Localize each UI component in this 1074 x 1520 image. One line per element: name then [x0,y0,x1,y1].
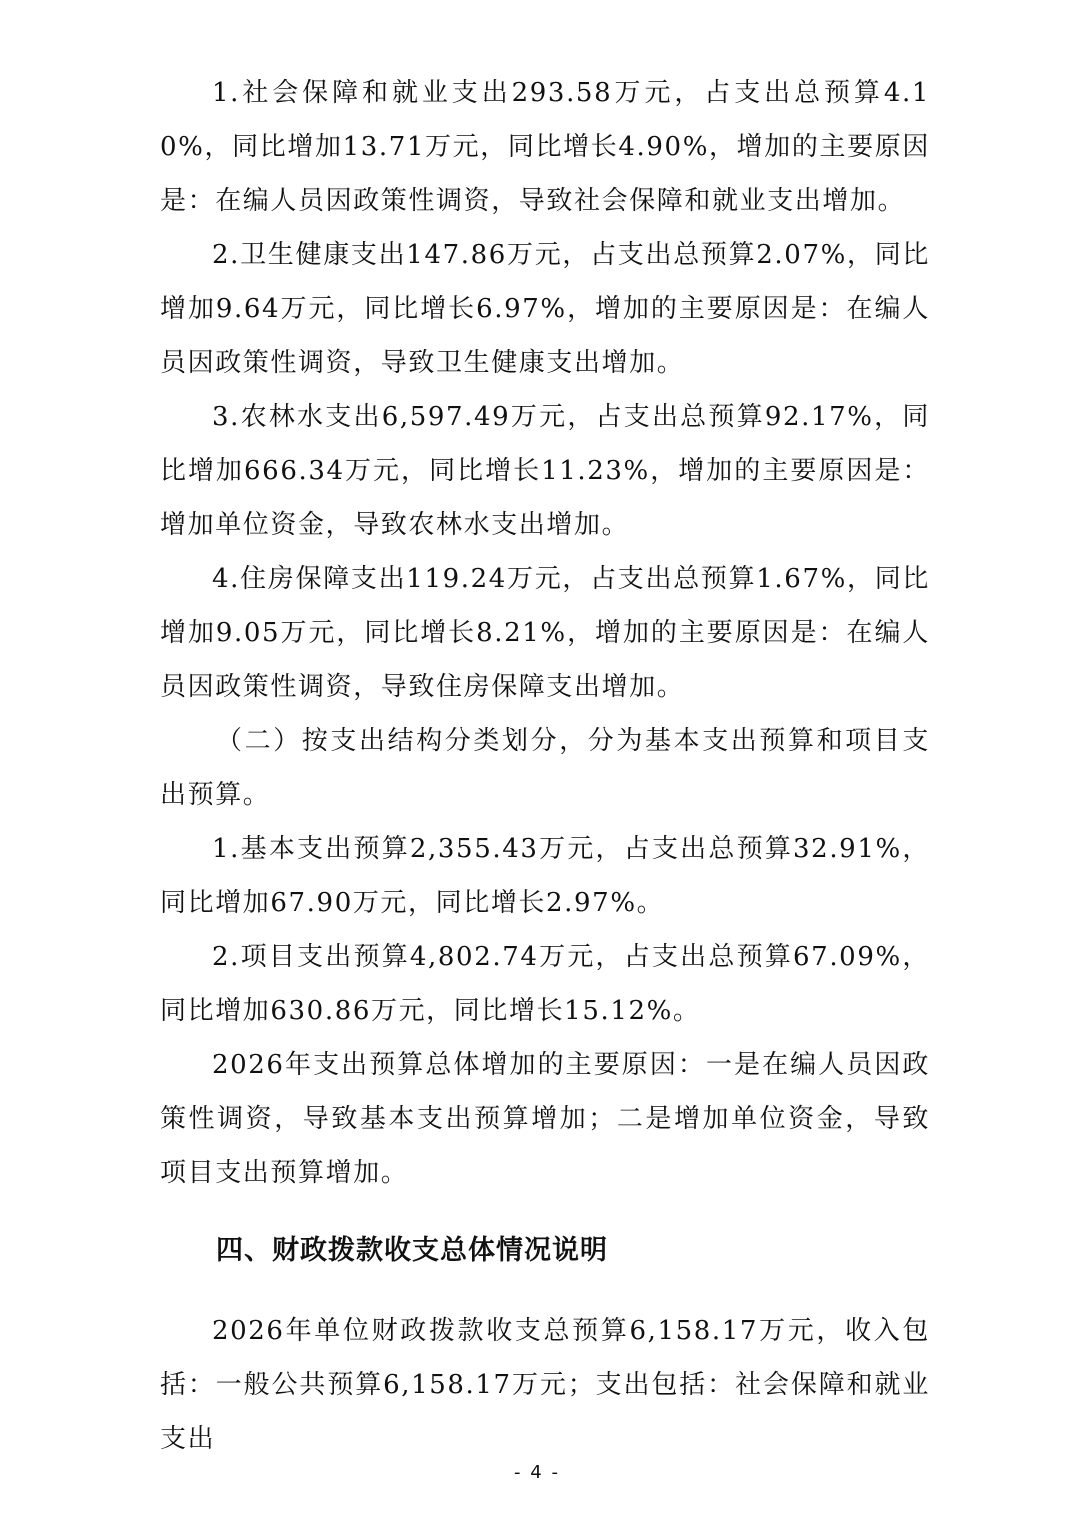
document-body [160,66,930,1466]
paragraph-fiscal-appropriation: 2026年单位财政拨款收支总预算6,158.17万元，收入包括：一般公共预算6,158.17万元；支出包括：社会保障和就业支出 [160,1316,930,1454]
paragraph-housing: 4.住房保障支出119.24万元，占支出总预算1.67%，同比增加9.05万元，同比增长8.21%，增加的主要原因是：在编人员因政策性调资，导致住房保障支出增加。 [160,564,930,702]
paragraph-basic-expenditure: 1.基本支出预算2,355.43万元，占支出总预算32.91%，同比增加67.90万元，同比增长2.97%。 [160,834,930,918]
paragraph-structure-classification: （二）按支出结构分类划分，分为基本支出预算和项目支出预算。 [160,726,930,810]
paragraph-social-security: 1.社会保障和就业支出293.58万元，占支出总预算4.10%，同比增加13.71万元，同比增长4.90%，增加的主要原因是：在编人员因政策性调资，导致社会保障和就业支出增加。 [160,78,930,216]
paragraph-agriculture: 3.农林水支出6,597.49万元，占支出总预算92.17%，同比增加666.34万元，同比增长11.23%，增加的主要原因是：增加单位资金，导致农林水支出增加。 [160,402,930,540]
page-number: - 4 - [514,1462,560,1483]
paragraph-increase-reasons: 2026年支出预算总体增加的主要原因：一是在编人员因政策性调资，导致基本支出预算增加；二是增加单位资金，导致项目支出预算增加。 [160,1050,930,1188]
paragraph-health: 2.卫生健康支出147.86万元，占支出总预算2.07%，同比增加9.64万元，同比增长6.97%，增加的主要原因是：在编人员因政策性调资，导致卫生健康支出增加。 [160,240,930,378]
paragraph-project-expenditure: 2.项目支出预算4,802.74万元，占支出总预算67.09%，同比增加630.86万元，同比增长15.12%。 [160,942,930,1026]
section-heading: 四、财政拨款收支总体情况说明 [216,1235,608,1266]
